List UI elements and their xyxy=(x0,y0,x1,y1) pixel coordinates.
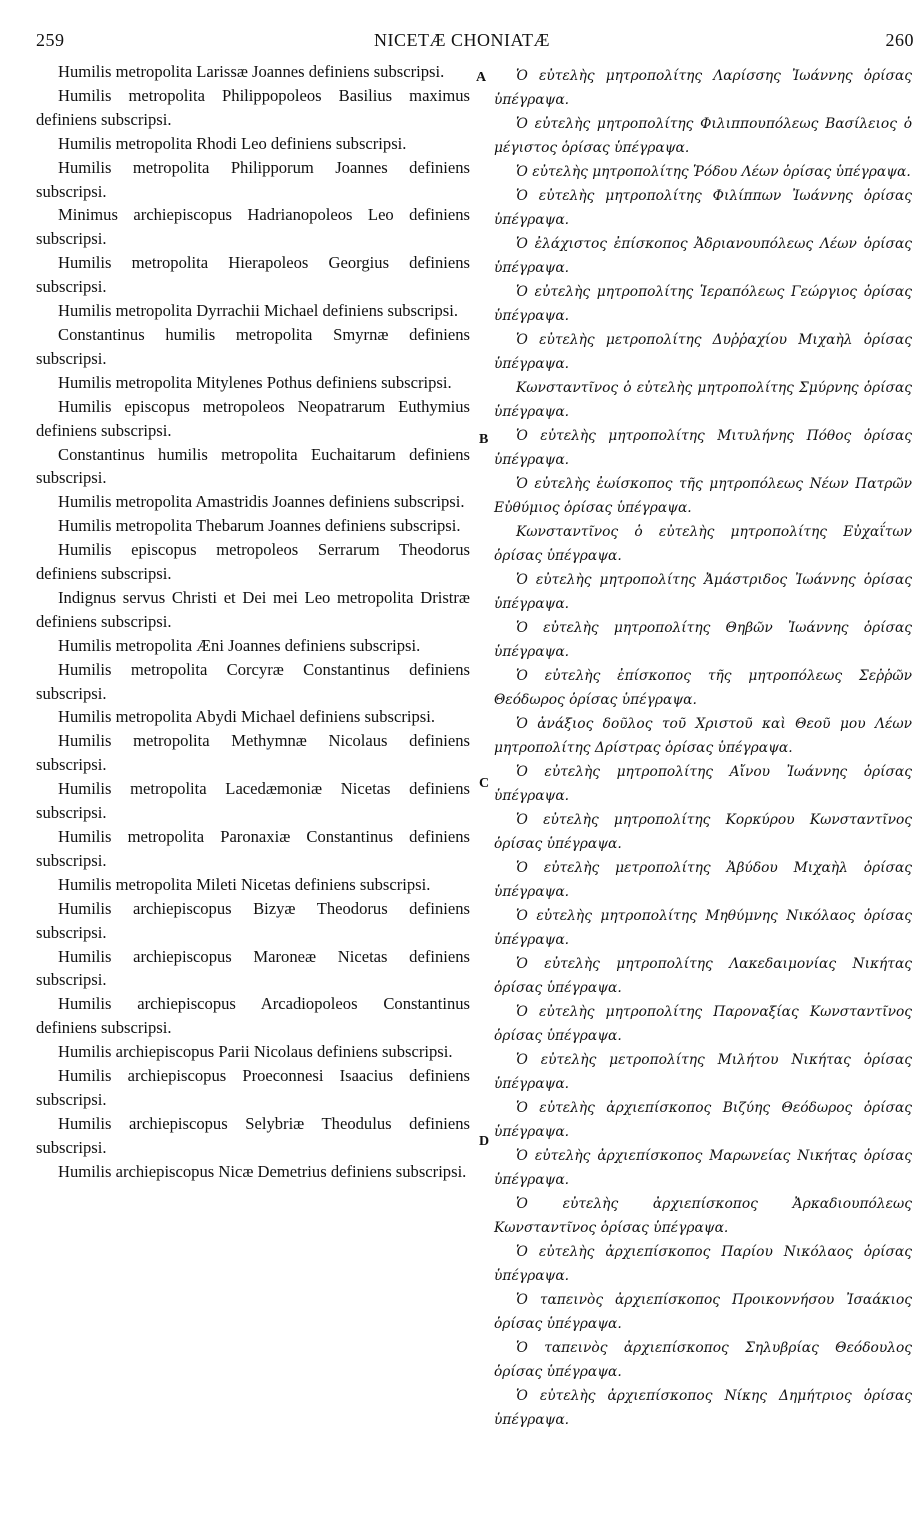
greek-entry: Ὁ εὐτελὴς ἐωίσκοπος τῆς μητροπόλεως Νέων Πατρῶν Εὐθύμιος ὁρίσας ὑπέγραψα. xyxy=(494,476,912,516)
latin-entry: Constantinus humilis metropolita Smyrnæ definiens subscripsi. xyxy=(36,324,470,368)
latin-entry: Humilis metropolita Dyrrachii Michael definiens subscripsi. xyxy=(58,301,459,321)
latin-entry: Humilis metropolita Rhodi Leo definiens subscripsi. xyxy=(58,133,407,153)
latin-entry: Humilis episcopus metropoleos Serrarum Theodorus definiens subscripsi. xyxy=(36,540,470,584)
greek-entry: Ὁ εὐτελὴς ἐπίσκοπος τῆς μητροπόλεως Σεῤῥῶν Θεόδωρος ὁρίσας ὑπέγραψα. xyxy=(494,668,912,708)
greek-entry: Ὁ εὐτελὴς ἀρχιεπίσκοπος Νίκης Δημήτριος ὁρίσας ὑπέγραψα. xyxy=(494,1388,912,1428)
greek-entry: Ὁ εὐτελὴς μητροπολίτης Λακεδαιμονίας Νικήτας ὁρίσας ὑπέγραψα. xyxy=(494,956,912,996)
greek-entry: Ὁ εὐτελὴς μητροπολίτης Ἀμάστριδος Ἰωάννης ὁρίσας ὑπέγραψα. xyxy=(494,572,912,612)
latin-entry: Humilis archiepiscopus Arcadiopoleos Constantinus definiens subscripsi. xyxy=(36,994,470,1038)
greek-entry: Ὁ εὐτελὴς ἀρχιεπίσκοπος Μαρωνείας Νικήτας ὁρίσας ὑπέγραψα. xyxy=(494,1148,912,1188)
greek-entry: Ὁ εὐτελὴς μητροπολίτης Φιλίππων Ἰωάννης ὁρίσας ὑπέγραψα. xyxy=(494,188,912,228)
greek-entry: Ὁ ἀνάξιος δοῦλος τοῦ Χριστοῦ καὶ Θεοῦ μου Λέων μητροπολίτης Δρίστρας ὁρίσας ὑπέγραψα. xyxy=(494,716,912,756)
latin-entry: Humilis metropolita Æni Joannes definiens subscripsi. xyxy=(58,635,421,655)
latin-entry: Humilis episcopus metropoleos Neopatrarum Euthymius definiens subscripsi. xyxy=(36,396,470,440)
latin-entry: Humilis metropolita Larissæ Joannes definiens subscripsi. xyxy=(58,62,445,81)
margin-marker-c: C xyxy=(479,776,490,791)
latin-entry: Constantinus humilis metropolita Euchaitarum definiens subscripsi. xyxy=(36,444,470,488)
greek-entry: Ὁ ἐλάχιστος ἐπίσκοπος Ἀδριανουπόλεως Λέων ὁρίσας ὑπέγραψα. xyxy=(494,236,912,276)
greek-entry: Ὁ εὐτελὴς μετροπολίτης Δυῤῥαχίου Μιχαὴλ ὁρίσας ὑπέγραψα. xyxy=(494,332,912,372)
greek-entry: Ὁ εὐτελὴς μητροπολίτης Αἴνου Ἰωάννης ὁρίσας ὑπέγραψα. xyxy=(494,764,912,804)
latin-entry: Humilis archiepiscopus Bizyæ Theodorus definiens subscripsi. xyxy=(36,898,470,942)
greek-entry: Ὁ εὐτελὴς μετροπολίτης Ἀβύδου Μιχαὴλ ὁρίσας ὑπέγραψα. xyxy=(494,860,912,900)
greek-entry: Κωνσταντῖνος ὁ εὐτελὴς μητροπολίτης Εὐχαΐτων ὁρίσας ὑπέγραψα. xyxy=(494,524,912,564)
greek-entry: Ὁ εὐτελὴς μητροπολίτης Ῥόδου Λέων ὁρίσας ὑπέγραψα. xyxy=(516,164,911,180)
latin-entry: Minimus archiepiscopus Hadrianopoleos Leo definiens subscripsi. xyxy=(36,205,470,249)
margin-marker-d: D xyxy=(479,1134,490,1149)
latin-entry: Humilis archiepiscopus Nicæ Demetrius definiens subscripsi. xyxy=(58,1161,467,1181)
margin-marker-a: A xyxy=(476,70,487,85)
greek-entry: Ὁ εὐτελὴς μητροπολίτης Θηβῶν Ἰωάννης ὁρίσας ὑπέγραψα. xyxy=(494,620,912,660)
latin-entry: Humilis metropolita Hierapoleos Georgius definiens subscripsi. xyxy=(36,253,470,297)
greek-entry: Ὁ εὐτελὴς μητροπολίτης Μηθύμνης Νικόλαος ὁρίσας ὑπέγραψα. xyxy=(494,908,912,948)
greek-entry: Ὁ εὐτελὴς μητροπολίτης Μιτυλήνης Πόθος ὁρίσας ὑπέγραψα. xyxy=(494,428,912,468)
left-page-number: 259 xyxy=(36,30,65,50)
margin-marker-b: B xyxy=(479,432,489,447)
latin-entry: Humilis metropolita Amastridis Joannes definiens subscripsi. xyxy=(58,492,465,512)
latin-column xyxy=(36,60,470,1184)
greek-entry: Ὁ ταπεινὸς ἀρχιεπίσκοπος Προικοννήσου Ἰσαάκιος ὁρίσας ὑπέγραψα. xyxy=(494,1292,912,1332)
greek-entry: Ὁ ταπεινὸς ἀρχιεπίσκοπος Σηλυβρίας Θεόδουλος ὁρίσας ὑπέγραψα. xyxy=(494,1340,912,1380)
latin-entry: Humilis metropolita Thebarum Joannes definiens subscripsi. xyxy=(58,516,461,536)
latin-entry: Humilis metropolita Methymnæ Nicolaus definiens subscripsi. xyxy=(36,731,470,775)
latin-entry: Humilis archiepiscopus Maroneæ Nicetas definiens subscripsi. xyxy=(36,946,470,990)
latin-entry: Humilis archiepiscopus Parii Nicolaus definiens subscripsi. xyxy=(58,1042,453,1062)
latin-entry: Humilis metropolita Paronaxiæ Constantinus definiens subscripsi. xyxy=(36,827,470,870)
greek-entry: Ὁ εὐτελὴς μητροπολίτης Κορκύρου Κωνσταντῖνος ὁρίσας ὑπέγραψα. xyxy=(494,812,912,852)
latin-entry: Humilis metropolita Abydi Michael definiens subscripsi. xyxy=(58,707,435,727)
latin-entry: Humilis archiepiscopus Proeconnesi Isaacius definiens subscripsi. xyxy=(36,1066,470,1109)
greek-entry: Ὁ εὐτελὴς ἀρχιεπίσκοπος Βιζύης Θεόδωρος ὁρίσας ὑπέγραψα. xyxy=(494,1100,912,1140)
latin-entry: Humilis metropolita Mitylenes Pothus definiens subscripsi. xyxy=(58,372,452,392)
right-page-number: 260 xyxy=(885,30,914,50)
latin-entry: Humilis metropolita Lacedæmoniæ Nicetas definiens subscripsi. xyxy=(36,779,470,823)
greek-entry: Ὁ εὐτελὴς μητροπολίτης Φιλιππουπόλεως Βασίλειος ὁ μέγιστος ὁρίσας ὑπέγραψα. xyxy=(494,116,912,156)
latin-entry: Humilis metropolita Mileti Nicetas definiens subscripsi. xyxy=(58,874,431,894)
latin-entry: Humilis archiepiscopus Selybriæ Theodulus definiens subscripsi. xyxy=(36,1113,470,1157)
latin-entry: Humilis metropolita Philipporum Joannes definiens subscripsi. xyxy=(36,157,470,201)
greek-entry: Ὁ εὐτελὴς μετροπολίτης Μιλήτου Νικήτας ὁρίσας ὑπέγραψα. xyxy=(494,1052,912,1092)
running-title: NICETÆ CHONIATÆ xyxy=(374,30,550,50)
latin-entry: Humilis metropolita Philippopoleos Basilius maximus definiens subscripsi. xyxy=(36,85,470,129)
latin-entry: Indignus servus Christi et Dei mei Leo metropolita Dristræ definiens subscripsi. xyxy=(36,587,470,631)
greek-entry: Ὁ εὐτελὴς μητροπολίτης Ἱεραπόλεως Γεώργιος ὁρίσας ὑπέγραψα. xyxy=(494,284,912,324)
greek-entry: Κωνσταντῖνος ὁ εὐτελὴς μητροπολίτης Σμύρνης ὁρίσας ὑπέγραψα. xyxy=(494,380,912,420)
greek-entry: Ὁ εὐτελὴς μητροπολίτης Λαρίσσης Ἰωάννης ὁρίσας ὑπέγραψα. xyxy=(494,68,912,108)
greek-entry: Ὁ εὐτελὴς μητροπολίτης Παροναξίας Κωνσταντῖνος ὁρίσας ὑπέγραψα. xyxy=(494,1004,912,1044)
greek-entry: Ὁ εὐτελὴς ἀρχιεπίσκοπος Παρίου Νικόλαος ὁρίσας ὑπέγραψα. xyxy=(494,1244,912,1284)
greek-column xyxy=(494,64,912,1432)
greek-entry: Ὁ εὐτελὴς ἀρχιεπίσκοπος Ἀρκαδιουπόλεως Κωνσταντῖνος ὁρίσας ὑπέγραψα. xyxy=(494,1196,912,1236)
latin-entry: Humilis metropolita Corcyræ Constantinus definiens subscripsi. xyxy=(36,659,470,703)
